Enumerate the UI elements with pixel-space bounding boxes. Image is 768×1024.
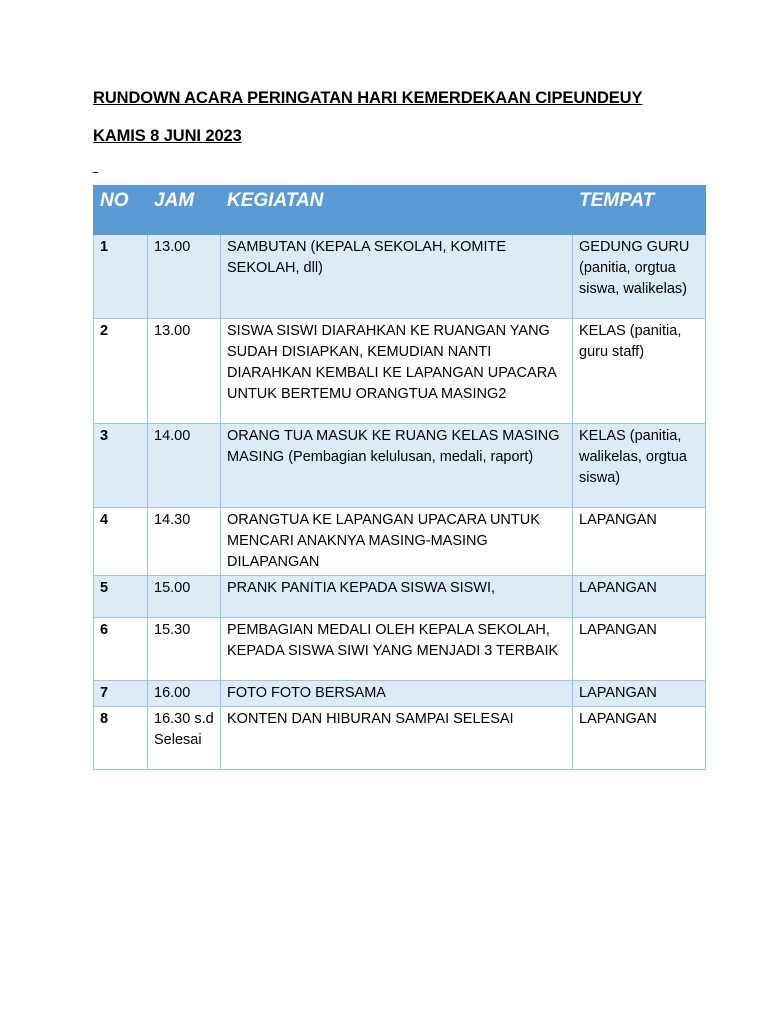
header-jam: JAM <box>148 186 221 235</box>
cell-tempat: LAPANGAN <box>573 707 706 770</box>
cell-kegiatan: PEMBAGIAN MEDALI OLEH KEPALA SEKOLAH, KEPADA SISWA SIWI YANG MENJADI 3 TERBAIK <box>221 618 573 681</box>
table-row <box>94 576 706 618</box>
cell-jam: 16.00 <box>148 681 221 707</box>
cell-kegiatan: PRANK PANITIA KEPADA SISWA SISWI, <box>221 576 573 618</box>
table-row <box>94 681 706 707</box>
cell-tempat: KELAS (panitia, walikelas, orgtua siswa) <box>573 424 706 508</box>
table-row <box>94 508 706 576</box>
rundown-table <box>93 185 706 770</box>
divider-mark <box>93 172 98 173</box>
cell-kegiatan: ORANG TUA MASUK KE RUANG KELAS MASING MASING (Pembagian kelulusan, medali, raport) <box>221 424 573 508</box>
table-header-row <box>94 186 706 235</box>
cell-kegiatan: ORANGTUA KE LAPANGAN UPACARA UNTUK MENCARI ANAKNYA MASING-MASING DILAPANGAN <box>221 508 573 576</box>
cell-jam: 13.00 <box>148 235 221 319</box>
header-kegiatan: KEGIATAN <box>221 186 573 235</box>
cell-no: 2 <box>94 319 148 424</box>
cell-jam: 15.30 <box>148 618 221 681</box>
cell-tempat: GEDUNG GURU (panitia, orgtua siswa, walikelas) <box>573 235 706 319</box>
cell-tempat: LAPANGAN <box>573 576 706 618</box>
cell-kegiatan: KONTEN DAN HIBURAN SAMPAI SELESAI <box>221 707 573 770</box>
cell-kegiatan: SAMBUTAN (KEPALA SEKOLAH, KOMITE SEKOLAH, dll) <box>221 235 573 319</box>
cell-jam: 16.30 s.d Selesai <box>148 707 221 770</box>
cell-no: 3 <box>94 424 148 508</box>
table-row <box>94 424 706 508</box>
cell-jam: 14.30 <box>148 508 221 576</box>
table-row <box>94 707 706 770</box>
cell-no: 4 <box>94 508 148 576</box>
cell-no: 5 <box>94 576 148 618</box>
table-row <box>94 319 706 424</box>
cell-kegiatan: SISWA SISWI DIARAHKAN KE RUANGAN YANG SUDAH DISIAPKAN, KEMUDIAN NANTI DIARAHKAN KEMBALI KE LAPANGAN UPACARA UNTUK BERTEMU ORANGTUA MASING2 <box>221 319 573 424</box>
cell-tempat: LAPANGAN <box>573 681 706 707</box>
cell-jam: 14.00 <box>148 424 221 508</box>
cell-kegiatan: FOTO FOTO BERSAMA <box>221 681 573 707</box>
table-row <box>94 235 706 319</box>
header-tempat: TEMPAT <box>573 186 706 235</box>
cell-no: 1 <box>94 235 148 319</box>
cell-jam: 15.00 <box>148 576 221 618</box>
header-no: NO <box>94 186 148 235</box>
cell-no: 6 <box>94 618 148 681</box>
cell-tempat: LAPANGAN <box>573 508 706 576</box>
document-title: RUNDOWN ACARA PERINGATAN HARI KEMERDEKAAN CIPEUNDEUY <box>93 89 643 107</box>
document-date: KAMIS 8 JUNI 2023 <box>93 127 242 145</box>
cell-no: 8 <box>94 707 148 770</box>
table-row <box>94 618 706 681</box>
cell-tempat: KELAS (panitia, guru staff) <box>573 319 706 424</box>
cell-no: 7 <box>94 681 148 707</box>
cell-tempat: LAPANGAN <box>573 618 706 681</box>
cell-jam: 13.00 <box>148 319 221 424</box>
